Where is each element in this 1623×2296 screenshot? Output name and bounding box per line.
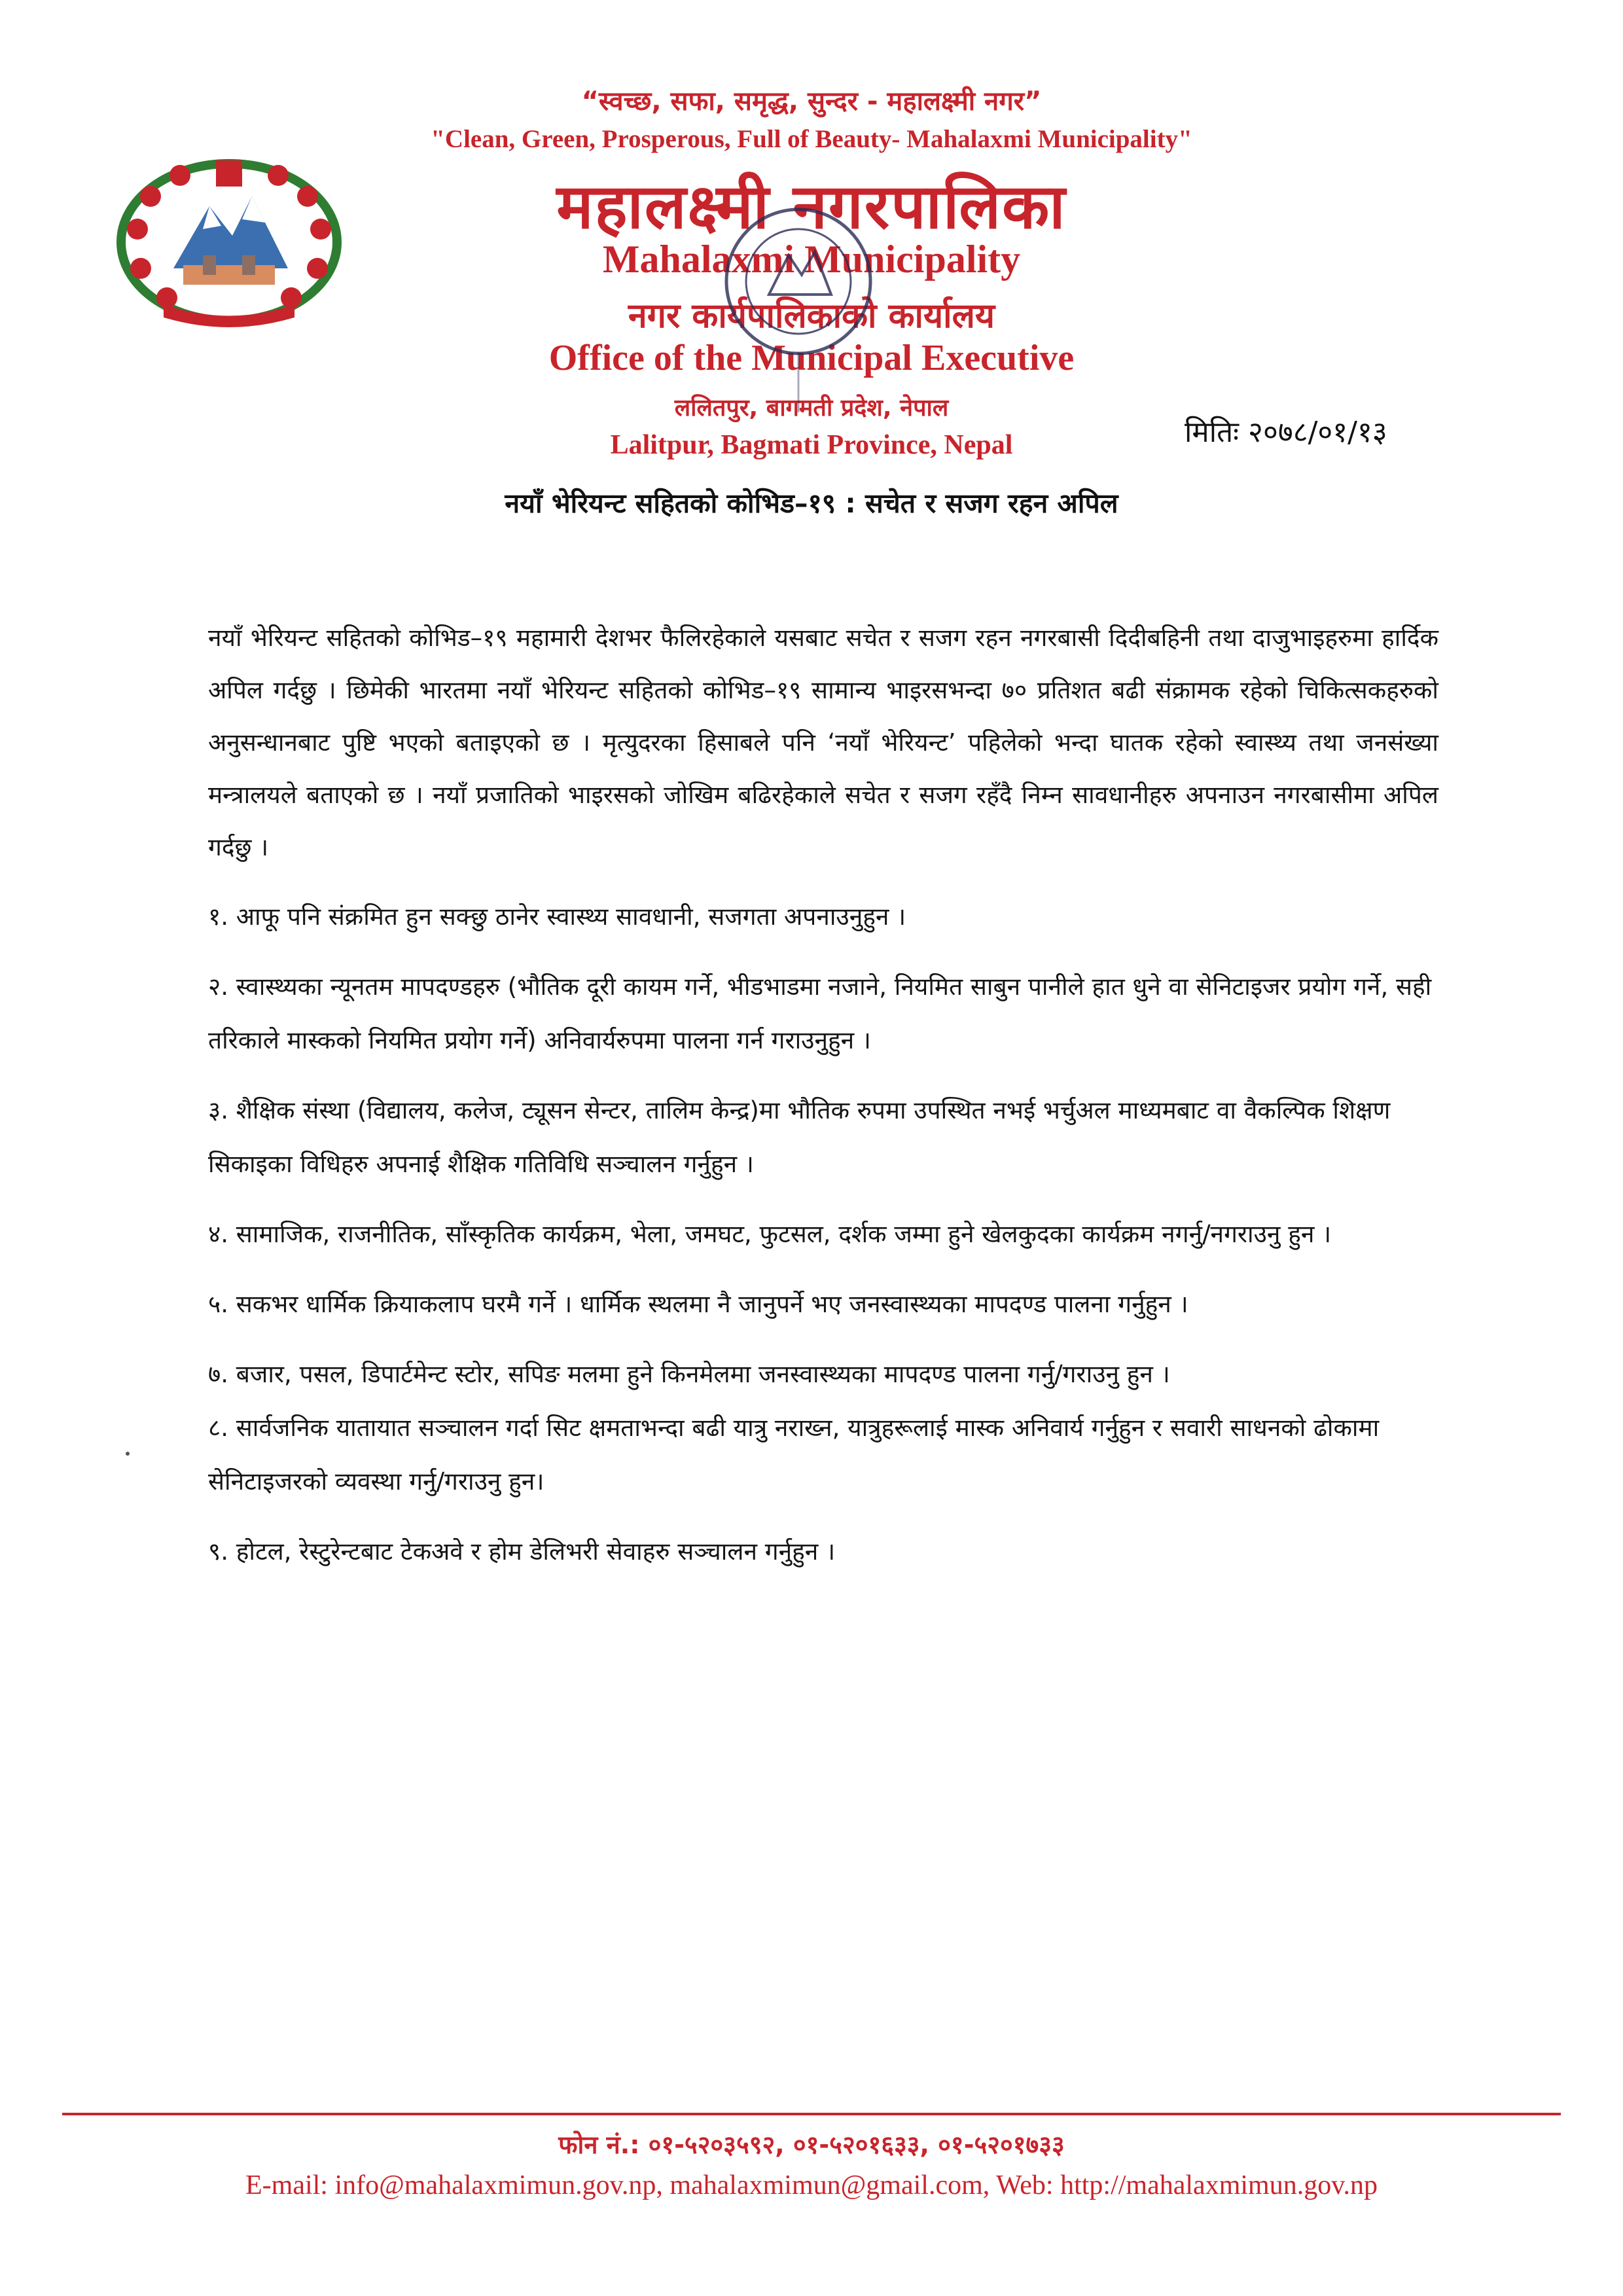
address-english: Lalitpur, Bagmati Province, Nepal	[610, 430, 1013, 460]
letter-date: मितिः २०७८/०१/१३	[1185, 416, 1387, 449]
office-name-english: Office of the Municipal Executive	[548, 338, 1075, 378]
footer-phone: फोन नं.: ०१-५२०३५९२, ०१-५२०१६३३, ०१-५२०१७३३	[558, 2130, 1065, 2159]
letter-body	[208, 612, 1438, 1595]
intro-paragraph: नयाँ भेरियन्ट सहितको कोभिड–१९ महामारी देशभर फैलिरहेकाले यसबाट सचेत र सजग रहन नगरबासी दिदीबहिनी तथा दाजुभाइहरुमा हार्दिक अपिल गर्दछु । छिमेकी भारतमा नयाँ भेरियन्ट सहितको कोभिड–१९ सामान्य भाइरसभन्दा ७० प्रतिशत बढी संक्रामक रहेको चिकित्सकहरुको अनुसन्धानबाट पुष्टि भएको बताइएको छ । मृत्युदरका हिसाबले पनि ‘नयाँ भेरियन्ट’ पहिलेको भन्दा घातक रहेको स्वास्थ्य तथा जनसंख्या मन्त्रालयले बताएको छ । नयाँ प्रजातिको भाइरसको जोखिम बढिरहेकाले सचेत र सजग रहँदै निम्न सावधानीहरु अपनाउन नगरबासीमा अपिल गर्दछु ।	[208, 624, 1438, 861]
precaution-item-3: ३. शैक्षिक संस्था (विद्यालय, कलेज, ट्यूसन सेन्टर, तालिम केन्द्र)मा भौतिक रुपमा उपस्थित नभई भर्चुअल माध्यमबाट वा वैकल्पिक शिक्षण सिकाइका विधिहरु अपनाई शैक्षिक गतिविधि सञ्चालन गर्नुहुन ।	[208, 1096, 1391, 1178]
organization-name-nepali: महालक्ष्मी नगरपालिका	[556, 171, 1067, 243]
stray-mark	[126, 1452, 130, 1456]
office-name-nepali: नगर कार्यपालिकाको कार्यालय	[628, 296, 995, 336]
precaution-item-7: ७. बजार, पसल, डिपार्टमेन्ट स्टोर, सपिङ मलमा हुने किनमेलमा जनस्वास्थ्यका मापदण्ड पालना गर्नु/गराउनु हुन ।	[208, 1360, 1170, 1388]
precaution-item-8: ८. सार्वजनिक यातायात सञ्चालन गर्दा सिट क्षमताभन्दा बढी यात्रु नराख्न, यात्रुहरूलाई मास्क अनिवार्य गर्नुहुन र सवारी साधनको ढोकामा सेनिटाइजरको व्यवस्था गर्नु/गराउनु हुन।	[208, 1414, 1380, 1496]
precaution-item-5: ५. सकभर धार्मिक क्रियाकलाप घरमै गर्ने । धार्मिक स्थलमा नै जानुपर्ने भए जनस्वास्थ्यका मापदण्ड पालना गर्नुहुन ।	[208, 1290, 1188, 1318]
precaution-item-4: ४. सामाजिक, राजनीतिक, साँस्कृतिक कार्यक्रम, भेला, जमघट, फुटसल, दर्शक जम्मा हुने खेलकुदका कार्यक्रम नगर्नु/नगराउनु हुन ।	[208, 1220, 1332, 1248]
organization-name-english: Mahalaxmi Municipality	[602, 238, 1021, 281]
footer-divider	[62, 2113, 1561, 2115]
precaution-item-1: १. आफू पनि संक्रमित हुन सक्छु ठानेर स्वास्थ्य सावधानी, सजगता अपनाउनुहुन ।	[208, 903, 906, 931]
letter-subject: नयाँ भेरियन्ट सहितको कोभिड–१९ : सचेत र सजग रहन अपिल	[505, 488, 1118, 519]
municipal-office-stamp-icon	[707, 196, 890, 432]
address-nepali: ललितपुर, बागमती प्रदेश, नेपाल	[674, 395, 949, 422]
footer-contact: E-mail: info@mahalaxmimun.gov.np, mahalaxmimun@gmail.com, Web: http://mahalaxmimun.gov.np	[245, 2170, 1378, 2200]
slogan-nepali: “स्वच्छ, सफा, समृद्ध, सुन्दर - महालक्ष्मी नगर”	[581, 86, 1042, 117]
slogan-english: "Clean, Green, Prosperous, Full of Beauty- Mahalaxmi Municipality"	[431, 125, 1192, 153]
precaution-item-9: ९. होटल, रेस्टुरेन्टबाट टेकअवे र होम डेलिभरी सेवाहरु सञ्चालन गर्नुहुन ।	[208, 1537, 836, 1566]
precaution-item-2: २. स्वास्थ्यका न्यूनतम मापदण्डहरु (भौतिक दूरी कायम गर्ने, भीडभाडमा नजाने, नियमित साबुन पानीले हात धुने वा सेनिटाइजर प्रयोग गर्ने, सही तरिकाले मास्कको नियमित प्रयोग गर्ने) अनिवार्यरुपमा पालना गर्न गराउनुहुन ।	[208, 973, 1432, 1054]
